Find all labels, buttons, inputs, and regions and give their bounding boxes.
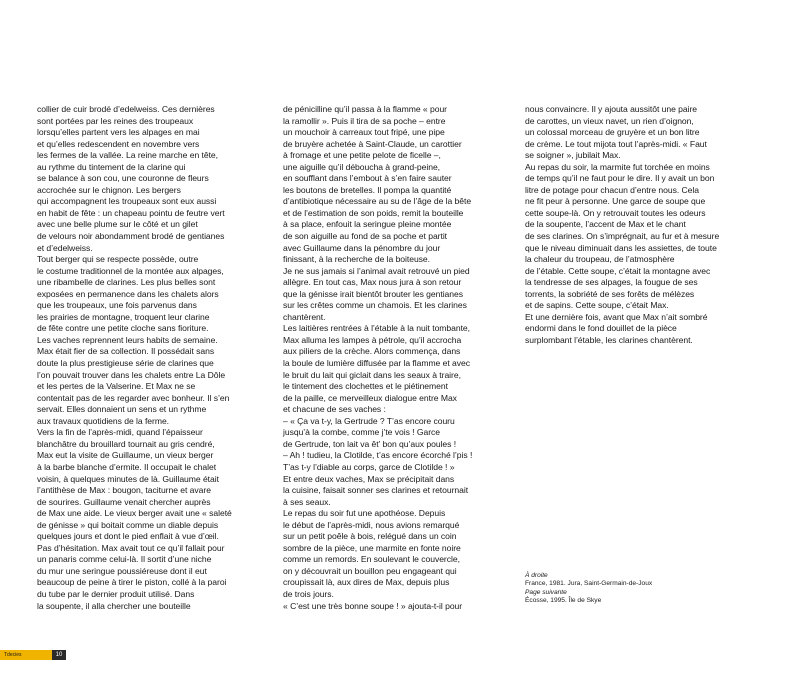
- photo-caption: [525, 572, 652, 606]
- text-line: « C’est une très bonne soupe ! » ajouta-t-il pour: [283, 600, 463, 611]
- text-line: Tout berger qui se respecte possède, outre: [37, 254, 199, 265]
- text-line: Vers la fin de l’après-midi, quand l’épaisseur: [37, 427, 203, 438]
- text-line: doute la plus prestigieuse série de clarines que: [37, 358, 214, 369]
- text-line: et d’edelweiss.: [37, 242, 93, 253]
- text-line: et de sapins. Cette soupe, c’était Max.: [525, 300, 669, 311]
- text-line: de son aiguille au fond de sa poche et partit: [283, 231, 448, 242]
- text-line: surplombant l’étable, les clarines chantèrent.: [525, 334, 693, 345]
- text-line: un colossal morceau de gruyère et un bon litre: [525, 127, 700, 138]
- text-line: un panaris comme celui-là. Il sortit d’une niche: [37, 554, 212, 565]
- text-line: du tube par le dernier produit utilisé. Dans: [37, 588, 195, 599]
- text-line: litre de potage pour chacun d’entre nous. Cela: [525, 184, 699, 195]
- text-line: se balance à son cou, une couronne de fleurs: [37, 173, 209, 184]
- text-line: endormi dans le fond douillet de la pièce: [525, 323, 677, 334]
- text-line: les fermes de la vallée. La reine marche en tête,: [37, 150, 218, 161]
- text-line: se soigner », jubilait Max.: [525, 150, 621, 161]
- caption-label-right: À droite: [525, 572, 548, 579]
- text-line: Et entre deux vaches, Max se précipitait dans: [283, 473, 455, 484]
- text-line: de génisse » qui boitait comme un diable depuis: [37, 519, 219, 530]
- text-column-3: [525, 104, 765, 346]
- text-line: allègre. En tout cas, Max nous jura à son retour: [283, 277, 462, 288]
- text-line: au rythme du tintement de la clarine qui: [37, 161, 186, 172]
- caption-line-next: Écosse, 1995. Île de Skye: [525, 597, 602, 605]
- text-line: de trois jours.: [283, 588, 334, 599]
- text-line: Max eut la visite de Guillaume, un vieux berger: [37, 450, 214, 461]
- text-line: de carottes, un vieux navet, un rien d’oignon,: [525, 115, 694, 126]
- text-line: aux travaux quotidiens de la ferme.: [37, 415, 170, 426]
- text-line: le tintement des clochettes et le piétinement: [283, 381, 448, 392]
- text-line: aux piliers de la crèche. Alors commença, dans: [283, 346, 461, 357]
- page-number: 10: [52, 650, 66, 660]
- text-line: un mouchoir à carreaux tout fripé, une pipe: [283, 127, 445, 138]
- text-line: et de l’estimation de son poids, remit la bouteille: [283, 207, 464, 218]
- text-line: – « Ça va t-y, la Gertrude ? T’as encore couru: [283, 415, 455, 426]
- text-line: on y découvrait un bouillon peu engageant qui: [283, 565, 457, 576]
- text-line: avec une belle plume sur le côté et un gilet: [37, 219, 198, 230]
- text-column-2: [283, 104, 515, 612]
- text-line: jusqu’à la combe, comme j’te vois ! Garce: [283, 427, 440, 438]
- text-line: à sa place, enfouit la seringue pleine montée: [283, 219, 452, 230]
- text-line: sur un petit poêle à bois, relégué dans un coin: [283, 531, 457, 542]
- text-line: de temps qu’il ne faut pour le dire. Il y avait un bon: [525, 173, 715, 184]
- text-line: de la soupente, l’accent de Max et le chant: [525, 219, 686, 230]
- text-line: l’on pouvait trouver dans les chalets entre La Dôle: [37, 369, 226, 380]
- text-line: sur les crêtes comme un chamois. Et les clarines: [283, 300, 467, 311]
- text-line: du mur une seringue poussiéreuse dont il eut: [37, 565, 207, 576]
- text-line: en soufflant dans l’embout à s’en faire sauter: [283, 173, 452, 184]
- text-line: que les troupeaux, une fois parvenus dans: [37, 300, 197, 311]
- text-line: et les pertes de la Valserine. Et Max ne se: [37, 381, 196, 392]
- text-line: Au repas du soir, la marmite fut torchée en moins: [525, 161, 710, 172]
- text-line: en habit de fête : un chapeau pointu de feutre vert: [37, 207, 225, 218]
- text-line: le costume traditionnel de la montée aux alpages,: [37, 265, 224, 276]
- text-line: torrents, la sobriété de ses forêts de mélèzes: [525, 288, 695, 299]
- text-line: Pas d’hésitation. Max avait tout ce qu’il fallait pour: [37, 542, 225, 553]
- text-line: l’antithèse de Max : bougon, taciturne et avare: [37, 485, 211, 496]
- text-line: Les vaches reprennent leurs habits de semaine.: [37, 334, 218, 345]
- text-line: cette soupe-là. On y retrouvait toutes les odeurs: [525, 207, 706, 218]
- text-line: de sourires. Guillaume venait chercher auprès: [37, 496, 211, 507]
- text-line: la tendresse de ses alpages, la fougue de ses: [525, 277, 698, 288]
- text-line: que la génisse irait bientôt brouter les gentianes: [283, 288, 463, 299]
- text-line: chantèrent.: [283, 311, 326, 322]
- text-line: la ramollir ». Puis il tira de sa poche – entre: [283, 115, 446, 126]
- text-line: de ses clarines. On s’imprégnait, au fur et à mesure: [525, 231, 720, 242]
- text-line: comme un remords. En soulevant le couvercle,: [283, 554, 460, 565]
- text-line: voisin, à quelques minutes de là. Guillaume était: [37, 473, 219, 484]
- text-line: T’as t-y l’diable au corps, garce de Clotilde ! »: [283, 461, 455, 472]
- text-line: Max était fier de sa collection. Il possédait sans: [37, 346, 215, 357]
- text-line: collier de cuir brodé d’edelweiss. Ces dernières: [37, 104, 215, 114]
- text-line: à ses seaux.: [283, 496, 331, 507]
- text-line: nous convaincre. Il y ajouta aussitôt une paire: [525, 104, 698, 114]
- text-line: que le niveau diminuait dans les assiettes, de toute: [525, 242, 717, 253]
- text-line: et chacune de ses vaches :: [283, 404, 386, 415]
- text-line: Le repas du soir fut une apothéose. Depuis: [283, 508, 446, 519]
- text-line: de la paille, ce merveilleux dialogue entre Max: [283, 392, 457, 403]
- text-line: la chaleur du troupeau, de l’atmosphère: [525, 254, 675, 265]
- text-line: blanchâtre du brouillard tournait au gris cendré,: [37, 438, 215, 449]
- text-line: contentait pas de les regarder avec bonheur. Il s’en: [37, 392, 230, 403]
- text-line: les boutons de bretelles. Il pompa la quantité: [283, 184, 452, 195]
- text-line: la cuisine, faisait sonner ses clarines et retournait: [283, 485, 469, 496]
- text-line: le début de l’après-midi, nous avions remarqué: [283, 519, 460, 530]
- text-line: de crème. Le tout mijota tout l’après-midi. « Faut: [525, 138, 707, 149]
- caption-label-next: Page suivante: [525, 588, 567, 596]
- text-line: lorsqu’elles partent vers les alpages en mai: [37, 127, 200, 138]
- text-line: sont portées par les reines des troupeaux: [37, 115, 194, 126]
- text-line: sombre de la pièce, une marmite en fonte noire: [283, 542, 461, 553]
- caption-line-right: France, 1981. Jura, Saint-Germain-de-Joux: [525, 580, 653, 588]
- text-line: exposées en permanence dans les chalets alors: [37, 288, 219, 299]
- text-line: de pénicilline qu’il passa à la flamme « pour: [283, 104, 447, 114]
- footer-section-tab: Tdecies: [0, 650, 52, 660]
- text-line: une aiguille qu’il déboucha à grand-peine,: [283, 161, 441, 172]
- text-line: ne fit peur à personne. Une garce de soupe que: [525, 196, 706, 207]
- text-line: beaucoup de peine à tirer le piston, collé à la paroi: [37, 577, 227, 588]
- text-line: de velours noir abondamment brodé de gentianes: [37, 231, 225, 242]
- text-column-1: [37, 104, 269, 612]
- text-line: servait. Elles donnaient un sens et un rythme: [37, 404, 207, 415]
- text-line: de bruyère achetée à Saint-Claude, un carottier: [283, 138, 462, 149]
- text-line: d’antibiotique nécessaire au su de l’âge de la bête: [283, 196, 472, 207]
- text-line: croupissait là, aux dires de Max, depuis plus: [283, 577, 450, 588]
- text-line: la boule de lumière diffusée par la flamme et avec: [283, 358, 470, 369]
- text-line: de fête contre une petite cloche sans fioriture.: [37, 323, 209, 334]
- text-line: avec Guillaume dans la pénombre du jour: [283, 242, 441, 253]
- text-line: Je ne sus jamais si l’animal avait retrouvé un pied: [283, 265, 470, 276]
- text-line: finissant, à la recherche de la boiteuse.: [283, 254, 430, 265]
- text-line: la soupente, il alla chercher une bouteille: [37, 600, 191, 611]
- text-line: Et une dernière fois, avant que Max n’ait sombré: [525, 311, 708, 322]
- text-line: et qu’elles redescendent en novembre vers: [37, 138, 200, 149]
- text-line: à fromage et une petite pelote de ficelle –,: [283, 150, 441, 161]
- text-line: de l’étable. Cette soupe, c’était la montagne avec: [525, 265, 711, 276]
- text-line: de Gertrude, ton lait va êt’ bon qu’aux poules !: [283, 438, 457, 449]
- text-line: de Max une aide. Le vieux berger avait une « saleté: [37, 508, 232, 519]
- text-line: Les laitières rentrées à l’étable à la nuit tombante,: [283, 323, 471, 334]
- text-line: le bruit du lait qui giclait dans les seaux à traire,: [283, 369, 461, 380]
- text-line: quelques jours et dont le pied enflait à vue d’œil.: [37, 531, 219, 542]
- text-line: – Ah ! tudieu, la Clotilde, t’as encore écorché l’pis !: [283, 450, 473, 461]
- text-line: à la barbe blanche d’ermite. Il occupait le chalet: [37, 461, 217, 472]
- text-line: une ribambelle de clarines. Les plus belles sont: [37, 277, 216, 288]
- text-line: Max alluma les lampes à pétrole, qu’il accrocha: [283, 334, 462, 345]
- text-line: accrochée sur le chignon. Les bergers: [37, 184, 181, 195]
- text-line: qui accompagnent les troupeaux sont eux aussi: [37, 196, 217, 207]
- text-line: les prairies de montagne, troquent leur clarine: [37, 311, 210, 322]
